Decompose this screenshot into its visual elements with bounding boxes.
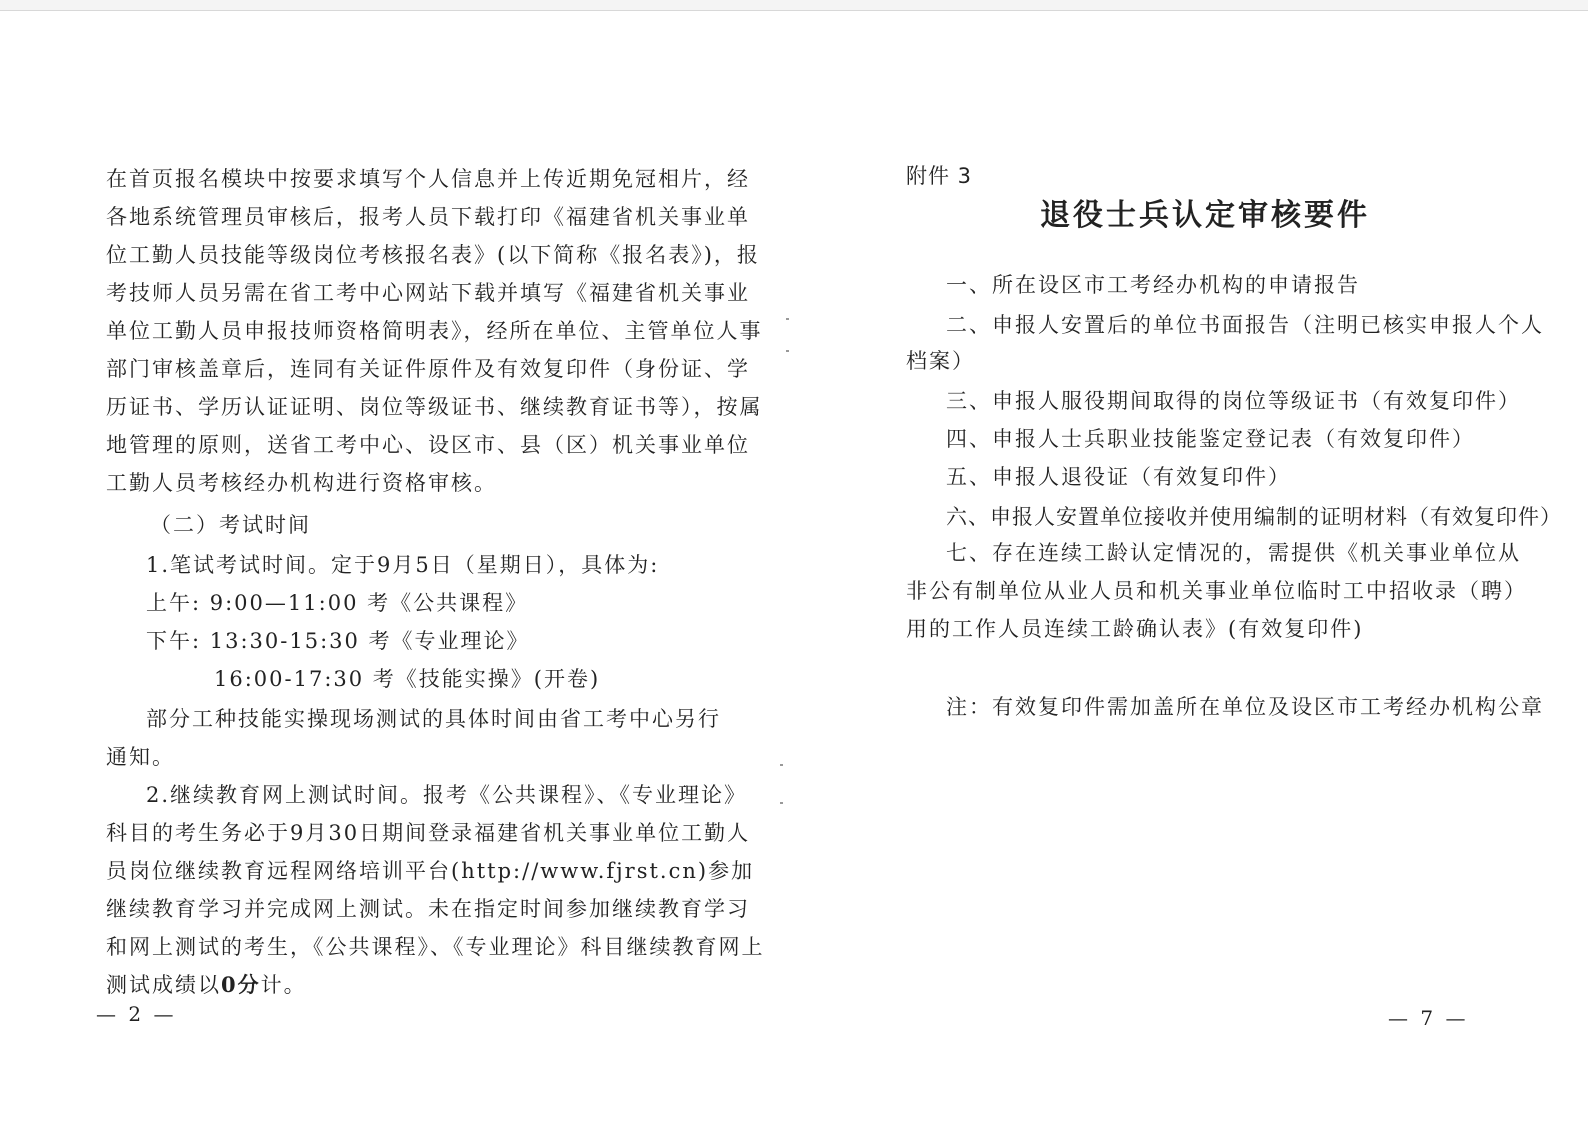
list-item: 二、申报人安置后的单位书面报告（注明已核实申报人个人 xyxy=(946,313,1544,337)
list-item: 三、申报人服役期间取得的岗位等级证书（有效复印件） xyxy=(946,389,1521,413)
schedule-morning: 上午: 9:00—11:00 考《公共课程》 xyxy=(146,591,529,615)
body-line: 部分工种技能实操现场测试的具体时间由省工考中心另行 xyxy=(146,707,721,731)
scan-speck xyxy=(780,802,783,804)
document-title: 退役士兵认定审核要件 xyxy=(1040,198,1370,233)
body-line: 位工勤人员技能等级岗位考核报名表》(以下简称《报名表》)，报 xyxy=(106,243,760,267)
body-text-segment: 测试成绩以 xyxy=(106,973,221,997)
list-item-continued: 档案） xyxy=(906,349,975,373)
body-line: 单位工勤人员申报技师资格简明表》，经所在单位、主管单位人事 xyxy=(106,319,763,343)
section-heading: （二）考试时间 xyxy=(150,513,311,537)
body-line: 2.继续教育网上测试时间。报考《公共课程》、《专业理论》 xyxy=(146,783,748,807)
scan-speck xyxy=(786,350,789,352)
page-number: — 2 — xyxy=(96,1002,177,1026)
body-line: 历证书、学历认证证明、岗位等级证书、继续教育证书等），按属 xyxy=(106,395,763,419)
body-line: 在首页报名模块中按要求填写个人信息并上传近期免冠相片，经 xyxy=(106,167,750,191)
body-line: 工勤人员考核经办机构进行资格审核。 xyxy=(106,471,497,495)
left-page xyxy=(0,0,790,1123)
schedule-afternoon-1: 下午: 13:30-15:30 考《专业理论》 xyxy=(146,629,530,653)
body-line: 考技师人员另需在省工考中心网站下载并填写《福建省机关事业 xyxy=(106,281,750,305)
body-line: 1.笔试考试时间。定于9月5日（星期日），具体为: xyxy=(146,553,660,577)
body-line: 科目的考生务必于9月30日期间登录福建省机关事业单位工勤人 xyxy=(106,821,751,845)
body-line: 部门审核盖章后，连同有关证件原件及有效复印件（身份证、学 xyxy=(106,357,750,381)
list-item-continued: 非公有制单位从业人员和机关事业单位临时工中招收录（聘） xyxy=(906,579,1527,603)
schedule-afternoon-2: 16:00-17:30 考《技能实操》(开卷) xyxy=(214,667,601,691)
scan-speck xyxy=(780,764,783,766)
body-line: 继续教育学习并完成网上测试。未在指定时间参加继续教育学习 xyxy=(106,897,750,921)
body-line: 员岗位继续教育远程网络培训平台(http://www.fjrst.cn)参加 xyxy=(106,859,755,883)
page-number: — 7 — xyxy=(1388,1006,1469,1030)
list-item: 六、申报人安置单位接收并使用编制的证明材料（有效复印件） xyxy=(946,505,1562,529)
score-zero: 0分 xyxy=(221,972,261,997)
body-line: 各地系统管理员审核后，报考人员下载打印《福建省机关事业单 xyxy=(106,205,750,229)
list-item: 七、存在连续工龄认定情况的，需提供《机关事业单位从 xyxy=(946,541,1521,565)
list-item-continued: 用的工作人员连续工龄确认表》(有效复印件) xyxy=(906,617,1364,641)
body-line-last xyxy=(106,966,307,1004)
attachment-label: 附件 3 xyxy=(906,164,973,188)
list-item: 一、所在设区市工考经办机构的申请报告 xyxy=(946,273,1360,297)
list-item: 五、申报人退役证（有效复印件） xyxy=(946,465,1291,489)
scan-speck xyxy=(786,318,789,320)
body-text-segment: 计。 xyxy=(260,973,307,997)
body-line: 和网上测试的考生，《公共课程》、《专业理论》科目继续教育网上 xyxy=(106,935,765,959)
body-line: 通知。 xyxy=(106,745,175,769)
body-line: 地管理的原则，送省工考中心、设区市、县（区）机关事业单位 xyxy=(106,433,750,457)
note: 注：有效复印件需加盖所在单位及设区市工考经办机构公章 xyxy=(946,695,1544,719)
list-item: 四、申报人士兵职业技能鉴定登记表（有效复印件） xyxy=(946,427,1475,451)
